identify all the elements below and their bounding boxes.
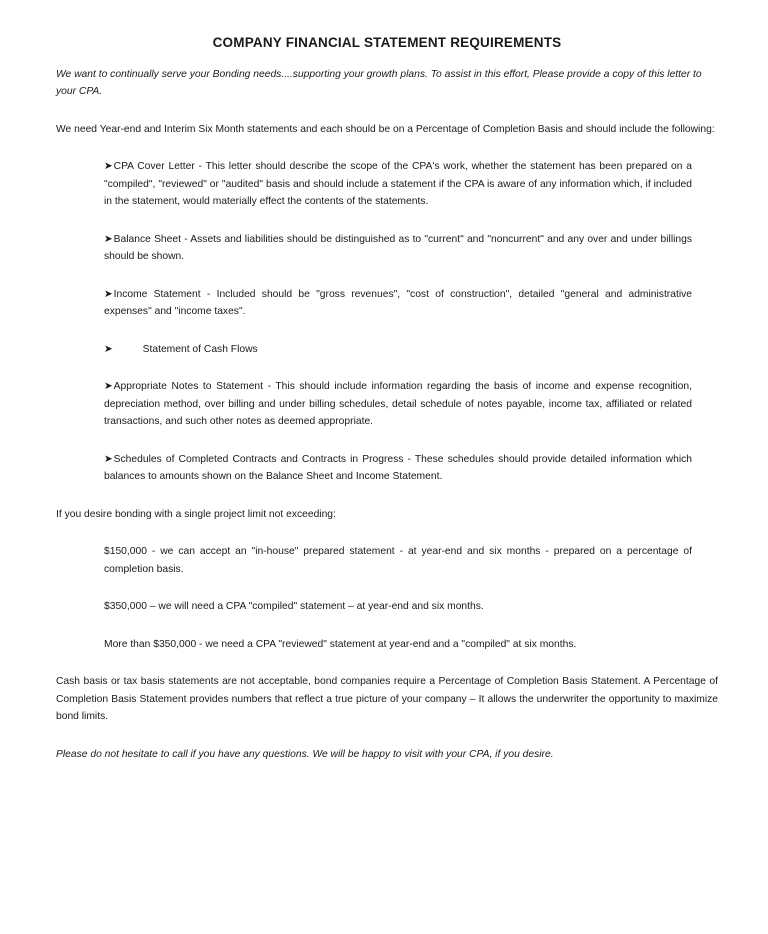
arrow-bullet-icon: ➤ <box>104 343 113 355</box>
arrow-bullet-icon: ➤ <box>104 381 113 392</box>
need-paragraph: We need Year-end and Interim Six Month statements and each should be on a Percentage of Completion Basis and should include the following: <box>56 123 715 135</box>
limit-item: More than $350,000 - we need a CPA "reviewed" statement at year-end and a "compiled" at six months. <box>104 638 577 650</box>
limit-item: $350,000 – we will need a CPA "compiled" statement – at year-end and six months. <box>104 601 484 612</box>
requirements-list <box>56 158 718 486</box>
requirement-item-schedules <box>104 451 692 486</box>
limit-item: $150,000 - we can accept an "in-house" prepared statement - at year-end and six months - prepared on a percentage of completion basis. <box>104 546 692 575</box>
arrow-bullet-icon: ➤ <box>104 453 113 465</box>
basis-paragraph: Cash basis or tax basis statements are not acceptable, bond companies require a Percentage of Completion Basis Statement. A Percentage of Completion Basis Statement provides numbers that reflect a true picture of your company – It allows the underwriter the opportunity to maximize bond limits. <box>56 676 718 722</box>
requirement-item-notes <box>104 378 692 431</box>
arrow-bullet-icon: ➤ <box>104 233 113 245</box>
arrow-bullet-icon: ➤ <box>104 161 113 172</box>
requirement-item-income-statement <box>104 286 692 321</box>
requirement-text: Income Statement - Included should be "gross revenues", "cost of construction", detailed "general and administrative expenses" and "income taxes". <box>104 288 692 317</box>
requirement-text: Statement of Cash Flows <box>142 343 258 355</box>
requirement-item-cash-flows <box>104 341 692 359</box>
intro-paragraph: We want to continually serve your Bonding needs....supporting your growth plans. To assist in this effort, Please provide a copy of this letter to your CPA. <box>56 68 702 97</box>
requirement-text: Schedules of Completed Contracts and Contracts in Progress - These schedules should provide detailed information which balances to amounts shown on the Balance Sheet and Income Statement. <box>104 453 692 482</box>
limits-list <box>56 543 718 653</box>
arrow-bullet-icon: ➤ <box>104 288 113 300</box>
requirement-item-balance-sheet <box>104 231 692 266</box>
closing-paragraph: Please do not hesitate to call if you have any questions. We will be happy to visit with your CPA, if you desire. <box>56 748 554 760</box>
requirement-text: CPA Cover Letter - This letter should describe the scope of the CPA's work, whether the statement has been prepared on a "compiled", "reviewed" or "audited" basis and should include a statement if the CPA is aware of any information which, if included in the statement, would materially effect the contents of the statements. <box>104 161 692 207</box>
limit-intro-paragraph: If you desire bonding with a single project limit not exceeding: <box>56 508 336 520</box>
requirement-text: Appropriate Notes to Statement - This should include information regarding the basis of income and expense recognition, depreciation method, over billing and under billing schedules, detail schedule of notes payable, income tax, affiliated or related transactions, and such other notes as deemed appropriate. <box>104 381 692 427</box>
requirement-text: Balance Sheet - Assets and liabilities should be distinguished as to "current" and "noncurrent" and any over and under billings should be shown. <box>104 233 692 262</box>
requirement-item-cpa-cover-letter <box>104 158 692 211</box>
document-title: COMPANY FINANCIAL STATEMENT REQUIREMENTS <box>212 35 562 50</box>
